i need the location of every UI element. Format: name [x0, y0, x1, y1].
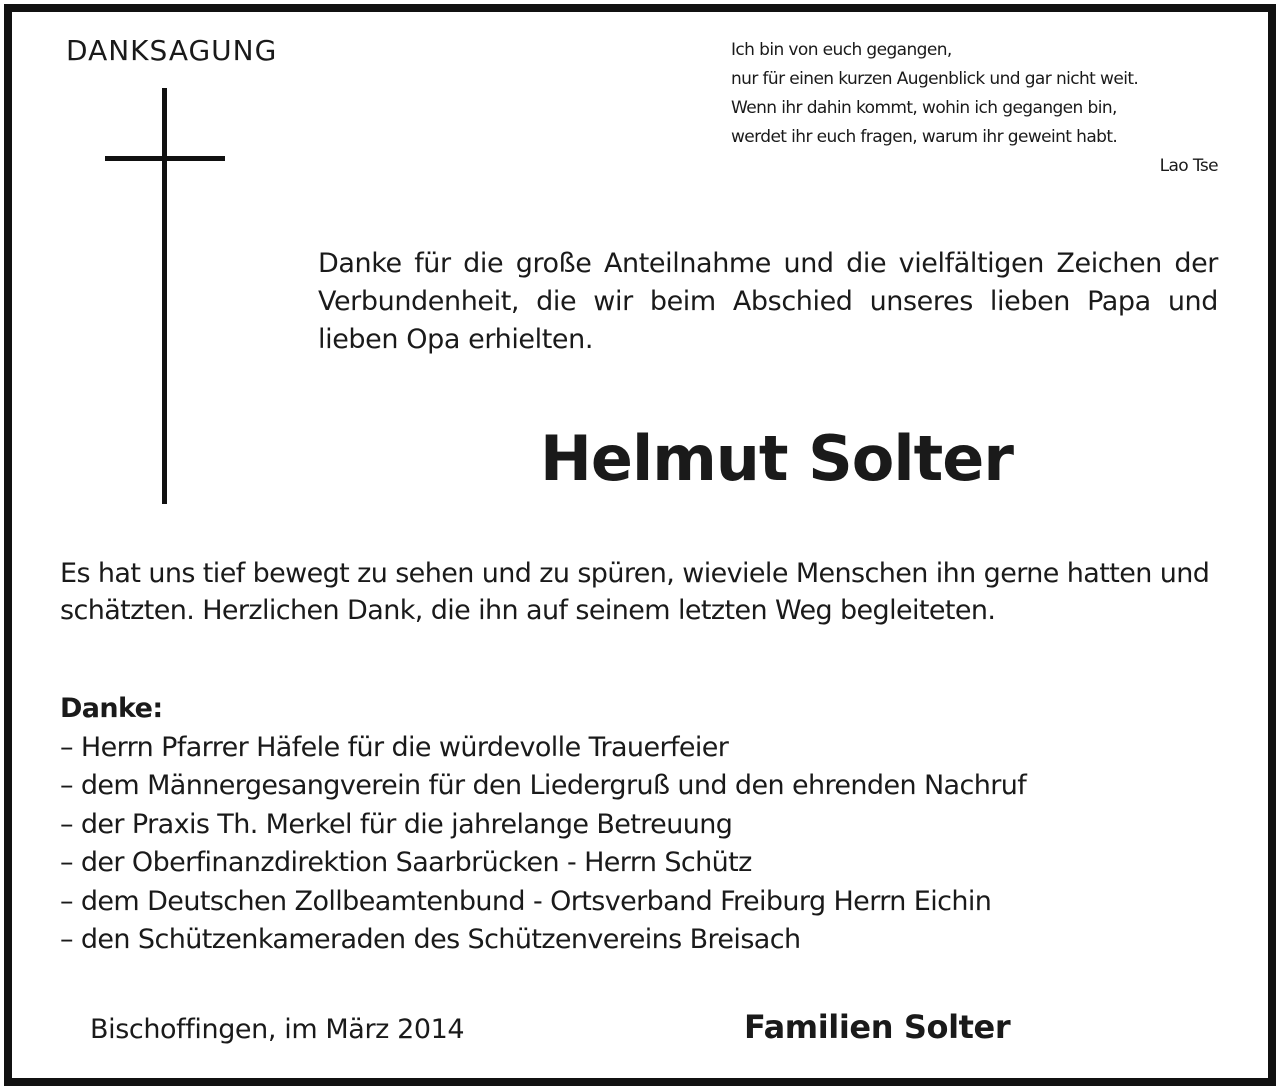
- quote-line: Ich bin von euch gegangen,: [731, 40, 952, 60]
- list-item: – dem Männergesangverein für den Liedergruß und den ehrenden Nachruf: [60, 770, 1027, 801]
- gratitude-paragraph: [60, 555, 1220, 629]
- quote-author: Lao Tse: [1159, 156, 1218, 176]
- thanks-title: Danke:: [60, 693, 163, 724]
- thanks-list: [60, 690, 1220, 960]
- list-item: – Herrn Pfarrer Häfele für die würdevolle Trauerfeier: [60, 731, 729, 763]
- thanks-items: [60, 729, 1220, 960]
- place-date: Bischoffingen, im März 2014: [90, 1014, 465, 1045]
- quote-line: nur für einen kurzen Augenblick und gar nicht weit.: [731, 69, 1139, 89]
- cross-vertical-bar: [162, 88, 167, 504]
- cross-horizontal-bar: [105, 156, 225, 161]
- list-item: – der Oberfinanzdirektion Saarbrücken - Herrn Schütz: [60, 847, 752, 878]
- heading: DANKSAGUNG: [66, 34, 278, 67]
- quote: [731, 36, 1218, 181]
- paragraph-line: Es hat uns tief bewegt zu sehen und zu spüren, wieviele Menschen ihn gerne hatten und: [60, 558, 1210, 589]
- signature: Familien Solter: [744, 1008, 1011, 1046]
- list-item: – der Praxis Th. Merkel für die jahrelange Betreuung: [60, 808, 733, 840]
- list-item: – dem Deutschen Zollbeamtenbund - Ortsverband Freiburg Herrn Eichin: [60, 885, 992, 917]
- deceased-name: Helmut Solter: [540, 422, 1013, 495]
- paragraph-line: schätzten. Herzlichen Dank, die ihn auf seinem letzten Weg begleiteten.: [60, 595, 996, 626]
- cross-icon: [105, 88, 225, 504]
- quote-line: Wenn ihr dahin kommt, wohin ich gegangen bin,: [731, 98, 1117, 118]
- quote-line: werdet ihr euch fragen, warum ihr geweint habt.: [731, 127, 1118, 147]
- list-item: – den Schützenkameraden des Schützenvereins Breisach: [60, 924, 801, 955]
- intro-text: Danke für die große Anteilnahme und die vielfältigen Zeichen der Verbundenheit, die wir beim Abschied unseres lieben Papa und lieben Opa erhielten.: [318, 248, 1218, 355]
